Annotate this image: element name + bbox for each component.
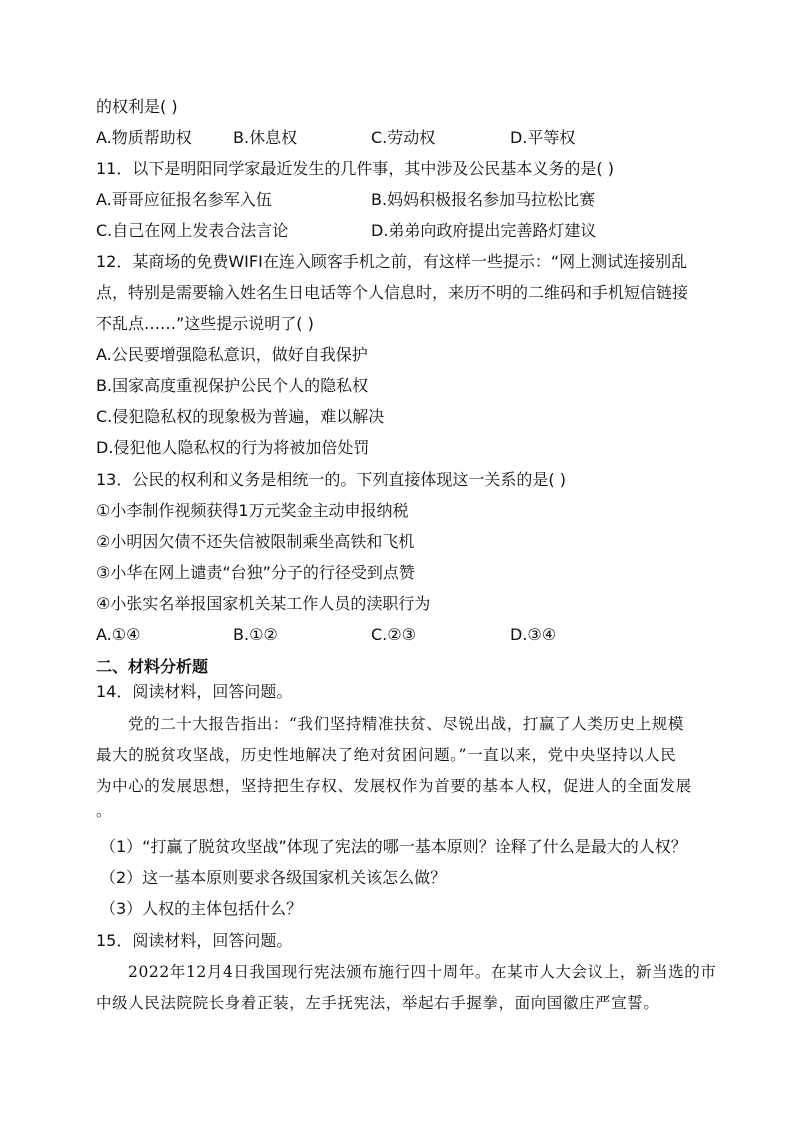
- q15-material-line-2: 中级人民法院院长身着正装，左手抚宪法，举起右手握拳，面向国徽庄严宣誓。: [96, 994, 660, 1012]
- q12-stem-line-1: 12．某商场的免费WIFI在连入顾客手机之前，有这样一些提示：“网上测试连接别乱: [96, 252, 688, 271]
- q13-option-b: B.①②: [233, 625, 278, 644]
- q14-material-line-3: 为中心的发展思想，坚持把生存权、发展权作为首要的基本人权，促进人的全面发展: [96, 777, 692, 795]
- q13-item-3: ③小华在网上谴责“台独”分子的行径受到点赞: [96, 563, 415, 582]
- q14-sub-question-1: （1）“打赢了脱贫攻坚战”体现了宪法的哪一基本原则？诠释了什么是最大的人权？: [100, 837, 687, 856]
- q11-option-a: A.哥哥应征报名参军入伍: [96, 190, 272, 209]
- q13-item-1: ①小李制作视频获得1万元奖金主动申报纳税: [96, 501, 409, 520]
- q14-sub-question-3: （3）人权的主体包括什么？: [100, 899, 303, 918]
- q14-sub-question-2: （2）这一基本原则要求各级国家机关该怎么做？: [100, 868, 447, 887]
- q13-option-c: C.②③: [371, 625, 416, 644]
- q10-option-a: A.物质帮助权: [96, 128, 192, 147]
- q12-option-d: D.侵犯他人隐私权的行为将被加倍处罚: [96, 438, 370, 457]
- q11-option-c: C.自己在网上发表合法言论: [96, 221, 289, 240]
- q14-material-line-4: 。: [96, 802, 113, 820]
- q13-item-4: ④小张实名举报国家机关某工作人员的渎职行为: [96, 594, 431, 613]
- q14-material-line-2: 最大的脱贫攻坚战，历史性地解决了绝对贫困问题。”一直以来，党中央坚持以人民: [96, 746, 677, 764]
- q12-stem-line-2: 点，特别是需要输入姓名生日电话等个人信息时，来历不明的二维码和手机短信链接: [96, 283, 689, 302]
- q14-stem: 14．阅读材料，回答问题。: [96, 682, 293, 701]
- q10-stem-end: 的权利是( ): [96, 97, 178, 116]
- q10-option-b: B.休息权: [233, 128, 298, 147]
- q10-option-c: C.劳动权: [371, 128, 436, 147]
- q15-material-line-1: 2022年12月4日我国现行宪法颁布施行四十周年。在某市人大会议上，新当选的市: [128, 963, 717, 981]
- q10-option-d: D.平等权: [510, 128, 576, 147]
- q11-option-d: D.弟弟向政府提出完善路灯建议: [371, 221, 597, 240]
- q12-option-a: A.公民要增强隐私意识，做好自我保护: [96, 345, 368, 364]
- q12-option-c: C.侵犯隐私权的现象极为普遍，难以解决: [96, 407, 385, 426]
- q12-option-b: B.国家高度重视保护公民个人的隐私权: [96, 376, 369, 395]
- q12-stem-line-3: 不乱点……”这些提示说明了( ): [96, 314, 314, 333]
- q14-material-line-1: 党的二十大报告指出：“我们坚持精准扶贫、尽锐出战，打赢了人类历史上规模: [128, 715, 684, 733]
- q13-option-d: D.③④: [510, 625, 557, 644]
- q11-option-b: B.妈妈积极报名参加马拉松比赛: [371, 190, 596, 209]
- q13-stem: 13．公民的权利和义务是相统一的。下列直接体现这一关系的是( ): [96, 470, 566, 489]
- q15-stem: 15．阅读材料，回答问题。: [96, 931, 293, 950]
- q13-item-2: ②小明因欠债不还失信被限制乘坐高铁和飞机: [96, 532, 415, 551]
- section-2-title: 二、材料分析题: [96, 657, 209, 676]
- q11-stem: 11．以下是明阳同学家最近发生的几件事，其中涉及公民基本义务的是( ): [96, 159, 614, 178]
- q13-option-a: A.①④: [96, 625, 141, 644]
